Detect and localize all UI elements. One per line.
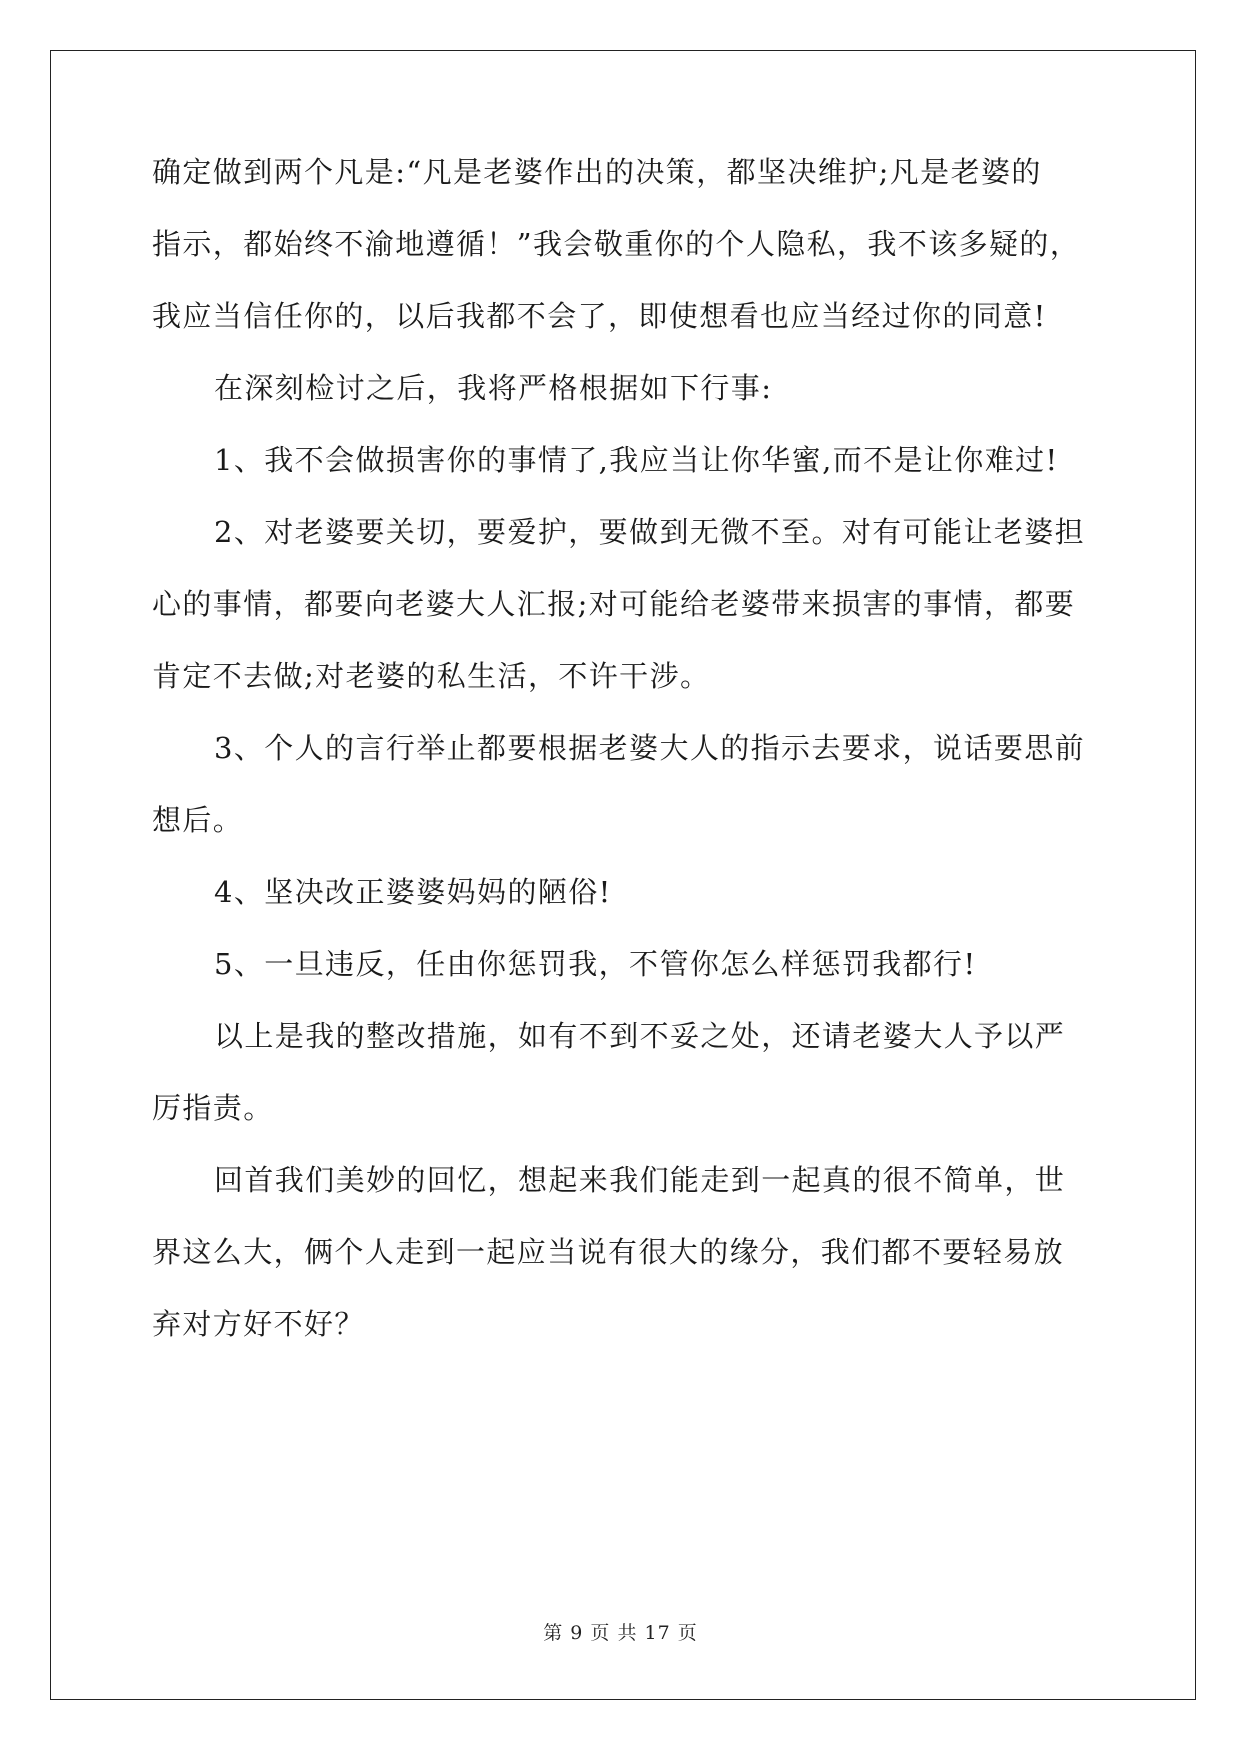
text-line-13: 以上是我的整改措施，如有不到不妥之处，还请老婆大人予以严	[214, 1019, 1066, 1053]
list-item-1: 1、我不会做损害你的事情了,我应当让你华蜜,而不是让你难过!	[214, 443, 1059, 477]
text-line-10: 想后。	[152, 803, 244, 837]
text-line-4: 在深刻检讨之后，我将严格根据如下行事:	[214, 371, 773, 405]
list-item-4: 4、坚决改正婆婆妈妈的陋俗!	[214, 875, 612, 909]
list-item-5: 5、一旦违反，任由你惩罚我，不管你怎么样惩罚我都行!	[214, 947, 977, 981]
text-line-14: 厉指责。	[152, 1091, 274, 1125]
text-line-2: 指示，都始终不渝地遵循！”我会敬重你的个人隐私，我不该多疑的，	[152, 227, 1081, 261]
text-line-16: 界这么大，俩个人走到一起应当说有很大的缘分，我们都不要轻易放	[152, 1235, 1065, 1269]
text-line-1: 确定做到两个凡是:“凡是老婆作出的决策，都坚决维护;凡是老婆的	[152, 155, 1042, 189]
text-line-3: 我应当信任你的，以后我都不会了，即使想看也应当经过你的同意!	[152, 299, 1047, 333]
list-item-3: 3、个人的言行举止都要根据老婆大人的指示去要求，说话要思前	[214, 731, 1086, 765]
list-item-2: 2、对老婆要关切，要爱护，要做到无微不至。对有可能让老婆担	[214, 515, 1086, 549]
text-line-8: 肯定不去做;对老婆的私生活，不许干涉。	[152, 659, 711, 693]
page-number: 第 9 页 共 17 页	[543, 1622, 698, 1644]
text-line-7: 心的事情，都要向老婆大人汇报;对可能给老婆带来损害的事情，都要	[152, 587, 1076, 621]
text-line-17: 弃对方好不好？	[152, 1307, 365, 1341]
text-line-15: 回首我们美妙的回忆，想起来我们能走到一起真的很不简单，世	[214, 1163, 1066, 1197]
